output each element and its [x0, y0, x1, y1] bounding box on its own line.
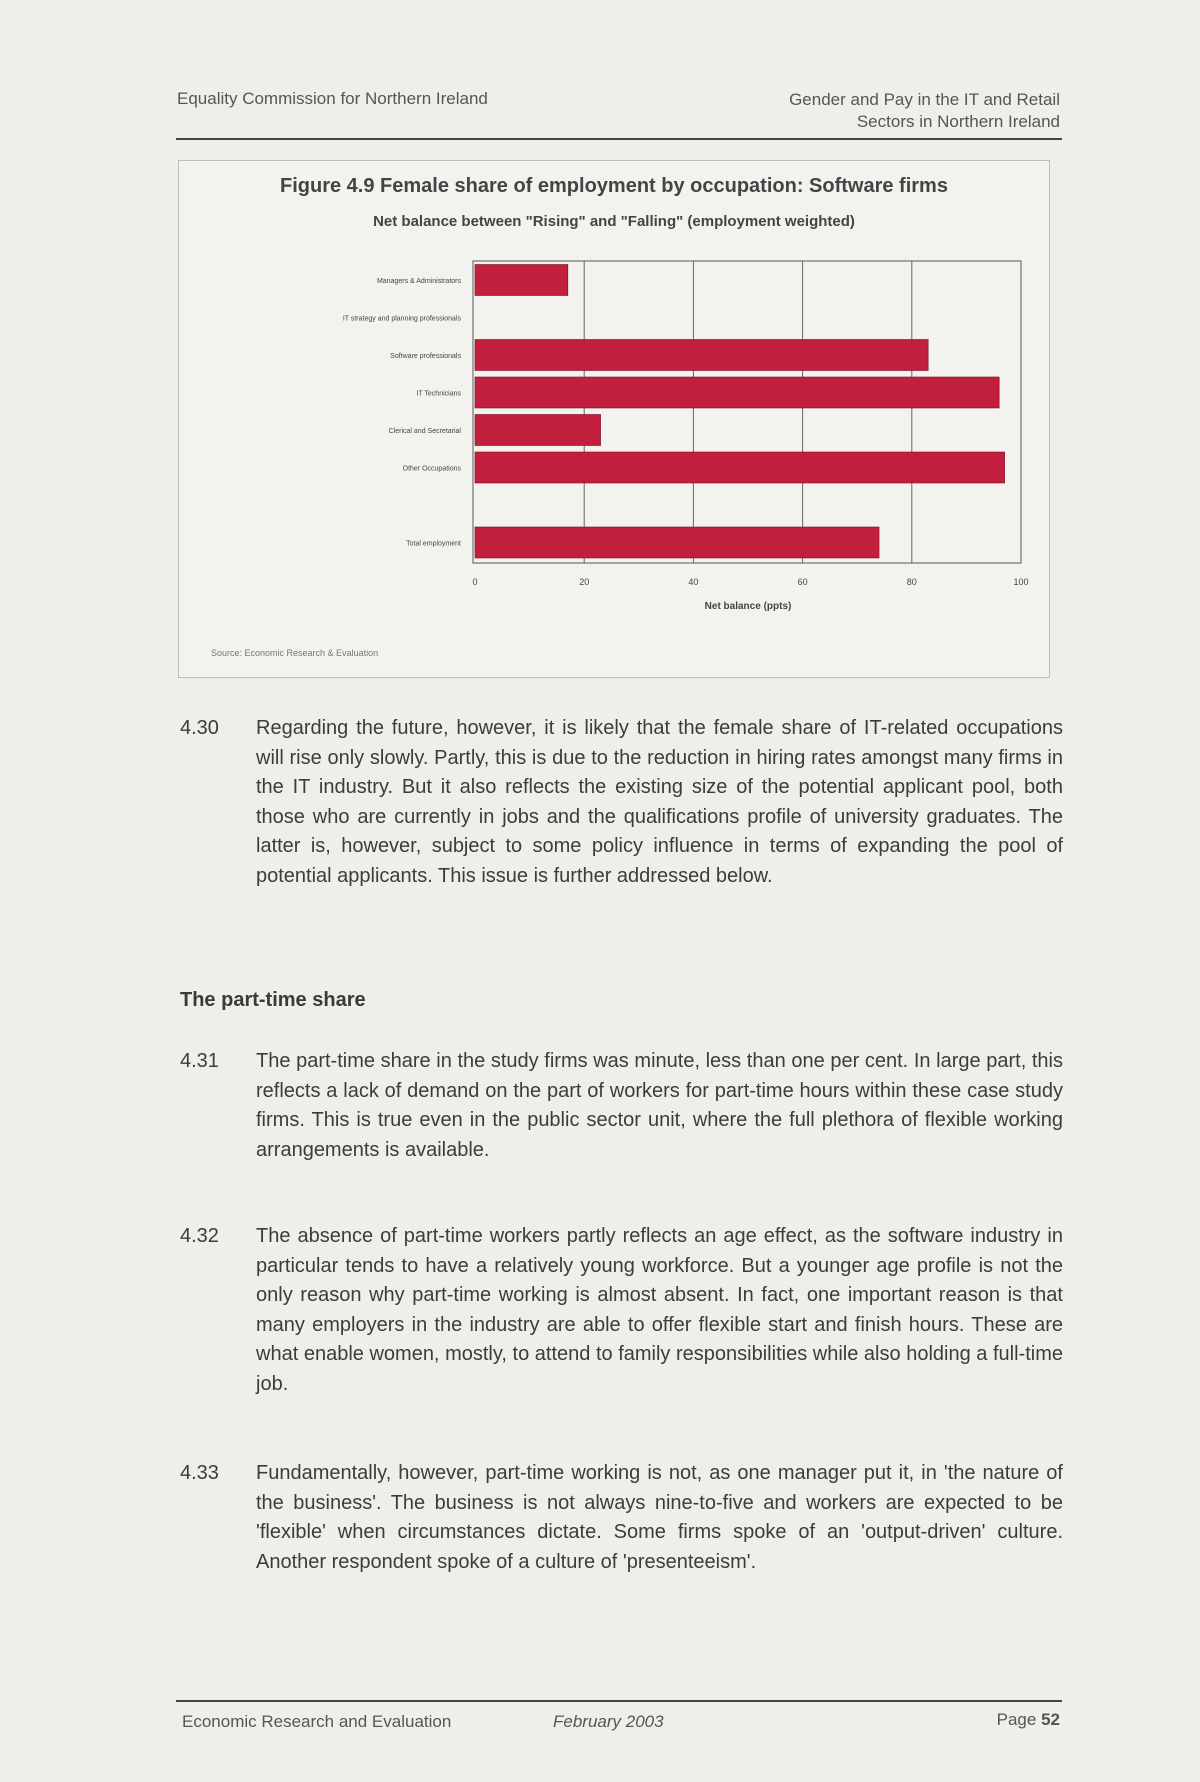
footer-page — [997, 1710, 1060, 1730]
footer-page-number: 52 — [1041, 1710, 1060, 1729]
footer-organisation: Economic Research and Evaluation — [182, 1712, 452, 1731]
paragraph-text: Fundamentally, however, part-time working is not, as one manager put it, in 'the nature of the business'. The business is not always nine-to-five and workers are expected to be 'flexible' when circumstances dictate. Some firms spoke of an 'output-driven' culture. Another respondent spoke of a culture of 'presenteeism'. — [256, 1462, 1063, 1573]
x-tick-label: 0 — [472, 577, 478, 587]
x-tick-label: 40 — [688, 577, 699, 587]
figure-source: Source: Economic Research & Evaluation — [211, 648, 379, 658]
paragraph-number: 4.32 — [180, 1225, 219, 1247]
paragraph-number: 4.33 — [180, 1462, 219, 1484]
bar — [475, 377, 999, 408]
x-tick-label: 100 — [1013, 577, 1029, 587]
header-rule — [176, 138, 1062, 140]
category-label: Software professionals — [390, 353, 461, 360]
bar-chart — [179, 161, 1051, 679]
header-organisation: Equality Commission for Northern Ireland — [177, 89, 488, 108]
category-label: IT strategy and planning professionals — [342, 315, 461, 323]
bar — [475, 452, 1005, 483]
category-label: Other Occupations — [402, 465, 461, 473]
paragraph-4-30 — [180, 714, 1063, 891]
paragraph-number: 4.31 — [180, 1050, 219, 1072]
footer-page-label: Page — [996, 1710, 1037, 1729]
paragraph-text: The absence of part-time workers partly reflects an age effect, as the software industry in particular tends to have a relatively young workforce. But a younger age profile is not the only reason why part-time working is almost absent. In fact, one important reason is that many employers in the industry are able to offer flexible start and finish hours. These are what enable women, mostly, to attend to family responsibilities while also holding a full-time job. — [256, 1225, 1063, 1395]
bar — [475, 415, 601, 446]
category-label: Managers & Administrators — [376, 278, 461, 285]
header-report-title-line2: Sectors in Northern Ireland — [856, 112, 1060, 131]
paragraph-4-33 — [180, 1459, 1063, 1577]
bar — [475, 340, 928, 371]
x-tick-label: 20 — [579, 577, 590, 587]
paragraph-text: The part-time share in the study firms was minute, less than one per cent. In large part, this reflects a lack of demand on the part of workers for part-time hours within these case study firms. This is true even in the public sector unit, where the full plethora of flexible working arrangements is available. — [256, 1050, 1063, 1161]
footer-date: February 2003 — [553, 1712, 664, 1731]
paragraph-4-32 — [180, 1222, 1063, 1399]
figure-4-9 — [178, 160, 1050, 678]
bar — [475, 265, 568, 296]
footer-rule — [176, 1700, 1062, 1702]
x-tick-label: 80 — [906, 577, 917, 587]
bar — [475, 527, 879, 558]
header-report-title-line1: Gender and Pay in the IT and Retail — [789, 90, 1060, 109]
paragraph-4-31 — [180, 1047, 1063, 1165]
figure-title: Figure 4.9 Female share of employment by occupation: Software firms — [280, 175, 948, 197]
category-label: IT Technicians — [416, 390, 461, 398]
section-heading: The part-time share — [180, 989, 366, 1011]
x-axis-label: Net balance (ppts) — [704, 601, 792, 612]
x-tick-label: 60 — [797, 577, 808, 587]
header-report-title — [789, 89, 1060, 133]
plot-frame — [473, 261, 1021, 563]
paragraph-number: 4.30 — [180, 717, 219, 739]
figure-subtitle: Net balance between "Rising" and "Falling" (employment weighted) — [373, 213, 855, 230]
paragraph-text: Regarding the future, however, it is likely that the female share of IT-related occupations will rise only slowly. Partly, this is due to the reduction in hiring rates amongst many firms in the IT industry. But it also reflects the existing size of the potential applicant pool, both those who are currently in jobs and the qualifications profile of university graduates. The latter is, however, subject to some policy influence in terms of expanding the pool of potential applicants. This issue is further addressed below. — [256, 717, 1063, 887]
category-label: Total employment — [406, 540, 461, 548]
category-label: Clerical and Secretarial — [388, 428, 461, 435]
